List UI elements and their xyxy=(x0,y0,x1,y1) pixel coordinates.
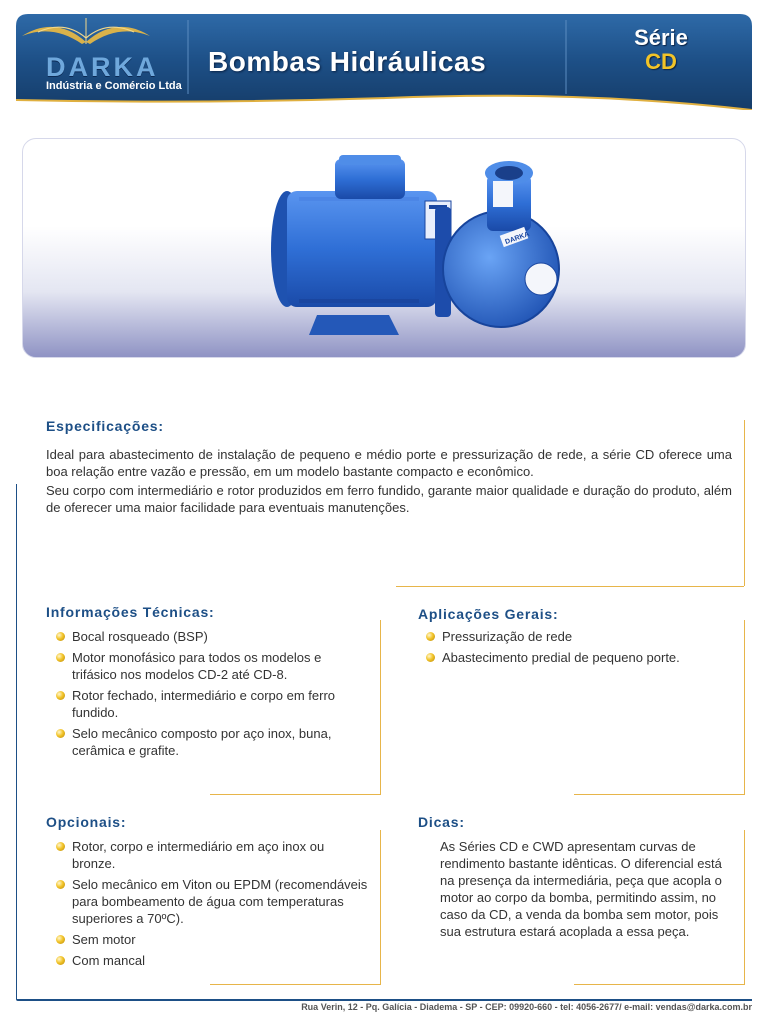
dicas-frame xyxy=(574,830,745,985)
list-item: Rotor, corpo e intermediário em aço inox ou bronze. xyxy=(56,838,368,872)
footer-contact: Rua Verin, 12 - Pq. Galícia - Diadema - SP - CEP: 09920-660 - tel: 4056-2677/ e-mail: vendas@darka.com.br xyxy=(301,1002,752,1012)
dicas-text: As Séries CD e CWD apresentam curvas de rendimento bastante idênticas. O diferencial está na presença da intermediária, peça que acopla o motor ao corpo da bomba, permitindo assim, no caso da CD, a venda da bomba sem motor, pois sua estrutura estará acoplada a essa peça. xyxy=(440,839,722,939)
bullet-icon xyxy=(56,729,65,738)
list-item: Rotor fechado, intermediário e corpo em ferro fundido. xyxy=(56,687,368,721)
list-item: Selo mecânico composto por aço inox, buna, cerâmica e grafite. xyxy=(56,725,368,759)
brand-logo: DARKA xyxy=(46,52,159,82)
especificacoes-title: Especificações: xyxy=(46,418,164,434)
informacoes-frame xyxy=(210,620,381,795)
list-item: Com mancal xyxy=(56,952,368,969)
especificacoes-frame-right xyxy=(700,420,745,586)
bullet-icon xyxy=(56,653,65,662)
list-item: Abastecimento predial de pequeno porte. xyxy=(426,649,736,666)
informacoes-title: Informações Técnicas: xyxy=(46,604,215,620)
aplicacoes-title: Aplicações Gerais: xyxy=(418,606,559,622)
list-item: Motor monofásico para todos os modelos e trifásico nos modelos CD-2 até CD-8. xyxy=(56,649,368,683)
bullet-icon xyxy=(426,653,435,662)
pump-brand-badge: DARKA xyxy=(504,230,531,247)
list-item: Selo mecânico em Viton ou EPDM (recomendáveis para bombeamento de água com temperaturas superiores a 70ºC). xyxy=(56,876,368,927)
list-item: Bocal rosqueado (BSP) xyxy=(56,628,368,645)
bullet-icon xyxy=(56,880,65,889)
brand-subtitle: Indústria e Comércio Ltda xyxy=(46,80,182,92)
serie-value: CD xyxy=(645,49,677,74)
especificacoes-paragraph-1: Ideal para abastecimento de instalação de pequeno e médio porte e pressurização de rede, a série CD oferece uma boa relação entre vazão e pressão, em um modelo bastante compacto e econômico. xyxy=(46,447,732,479)
bullet-icon xyxy=(426,632,435,641)
bullet-icon xyxy=(56,935,65,944)
left-rail-divider xyxy=(16,484,17,999)
bullet-icon xyxy=(56,691,65,700)
page-title: Bombas Hidráulicas xyxy=(208,46,487,77)
especificacoes-frame-bottom xyxy=(396,586,744,587)
wings-logo-icon xyxy=(16,14,156,50)
bullet-icon xyxy=(56,956,65,965)
opcionais-frame xyxy=(210,830,381,985)
especificacoes-paragraph-2: Seu corpo com intermediário e rotor produzidos em ferro fundido, garante maior qualidade e duração do produto, além de oferecer uma maior facilidade para eventuais manutenções. xyxy=(46,483,732,515)
bullet-icon xyxy=(56,842,65,851)
especificacoes-text xyxy=(46,446,732,518)
list-item: Sem motor xyxy=(56,931,368,948)
bullet-icon xyxy=(56,632,65,641)
product-image-panel xyxy=(22,138,746,358)
header-banner xyxy=(16,14,752,110)
aplicacoes-frame xyxy=(574,620,745,795)
dicas-title: Dicas: xyxy=(418,814,465,830)
bottom-rail-divider xyxy=(16,999,752,1001)
serie-block xyxy=(606,26,716,74)
opcionais-title: Opcionais: xyxy=(46,814,127,830)
serie-label: Série xyxy=(634,25,688,50)
water-pump-image xyxy=(239,139,569,357)
list-item: Pressurização de rede xyxy=(426,628,736,645)
